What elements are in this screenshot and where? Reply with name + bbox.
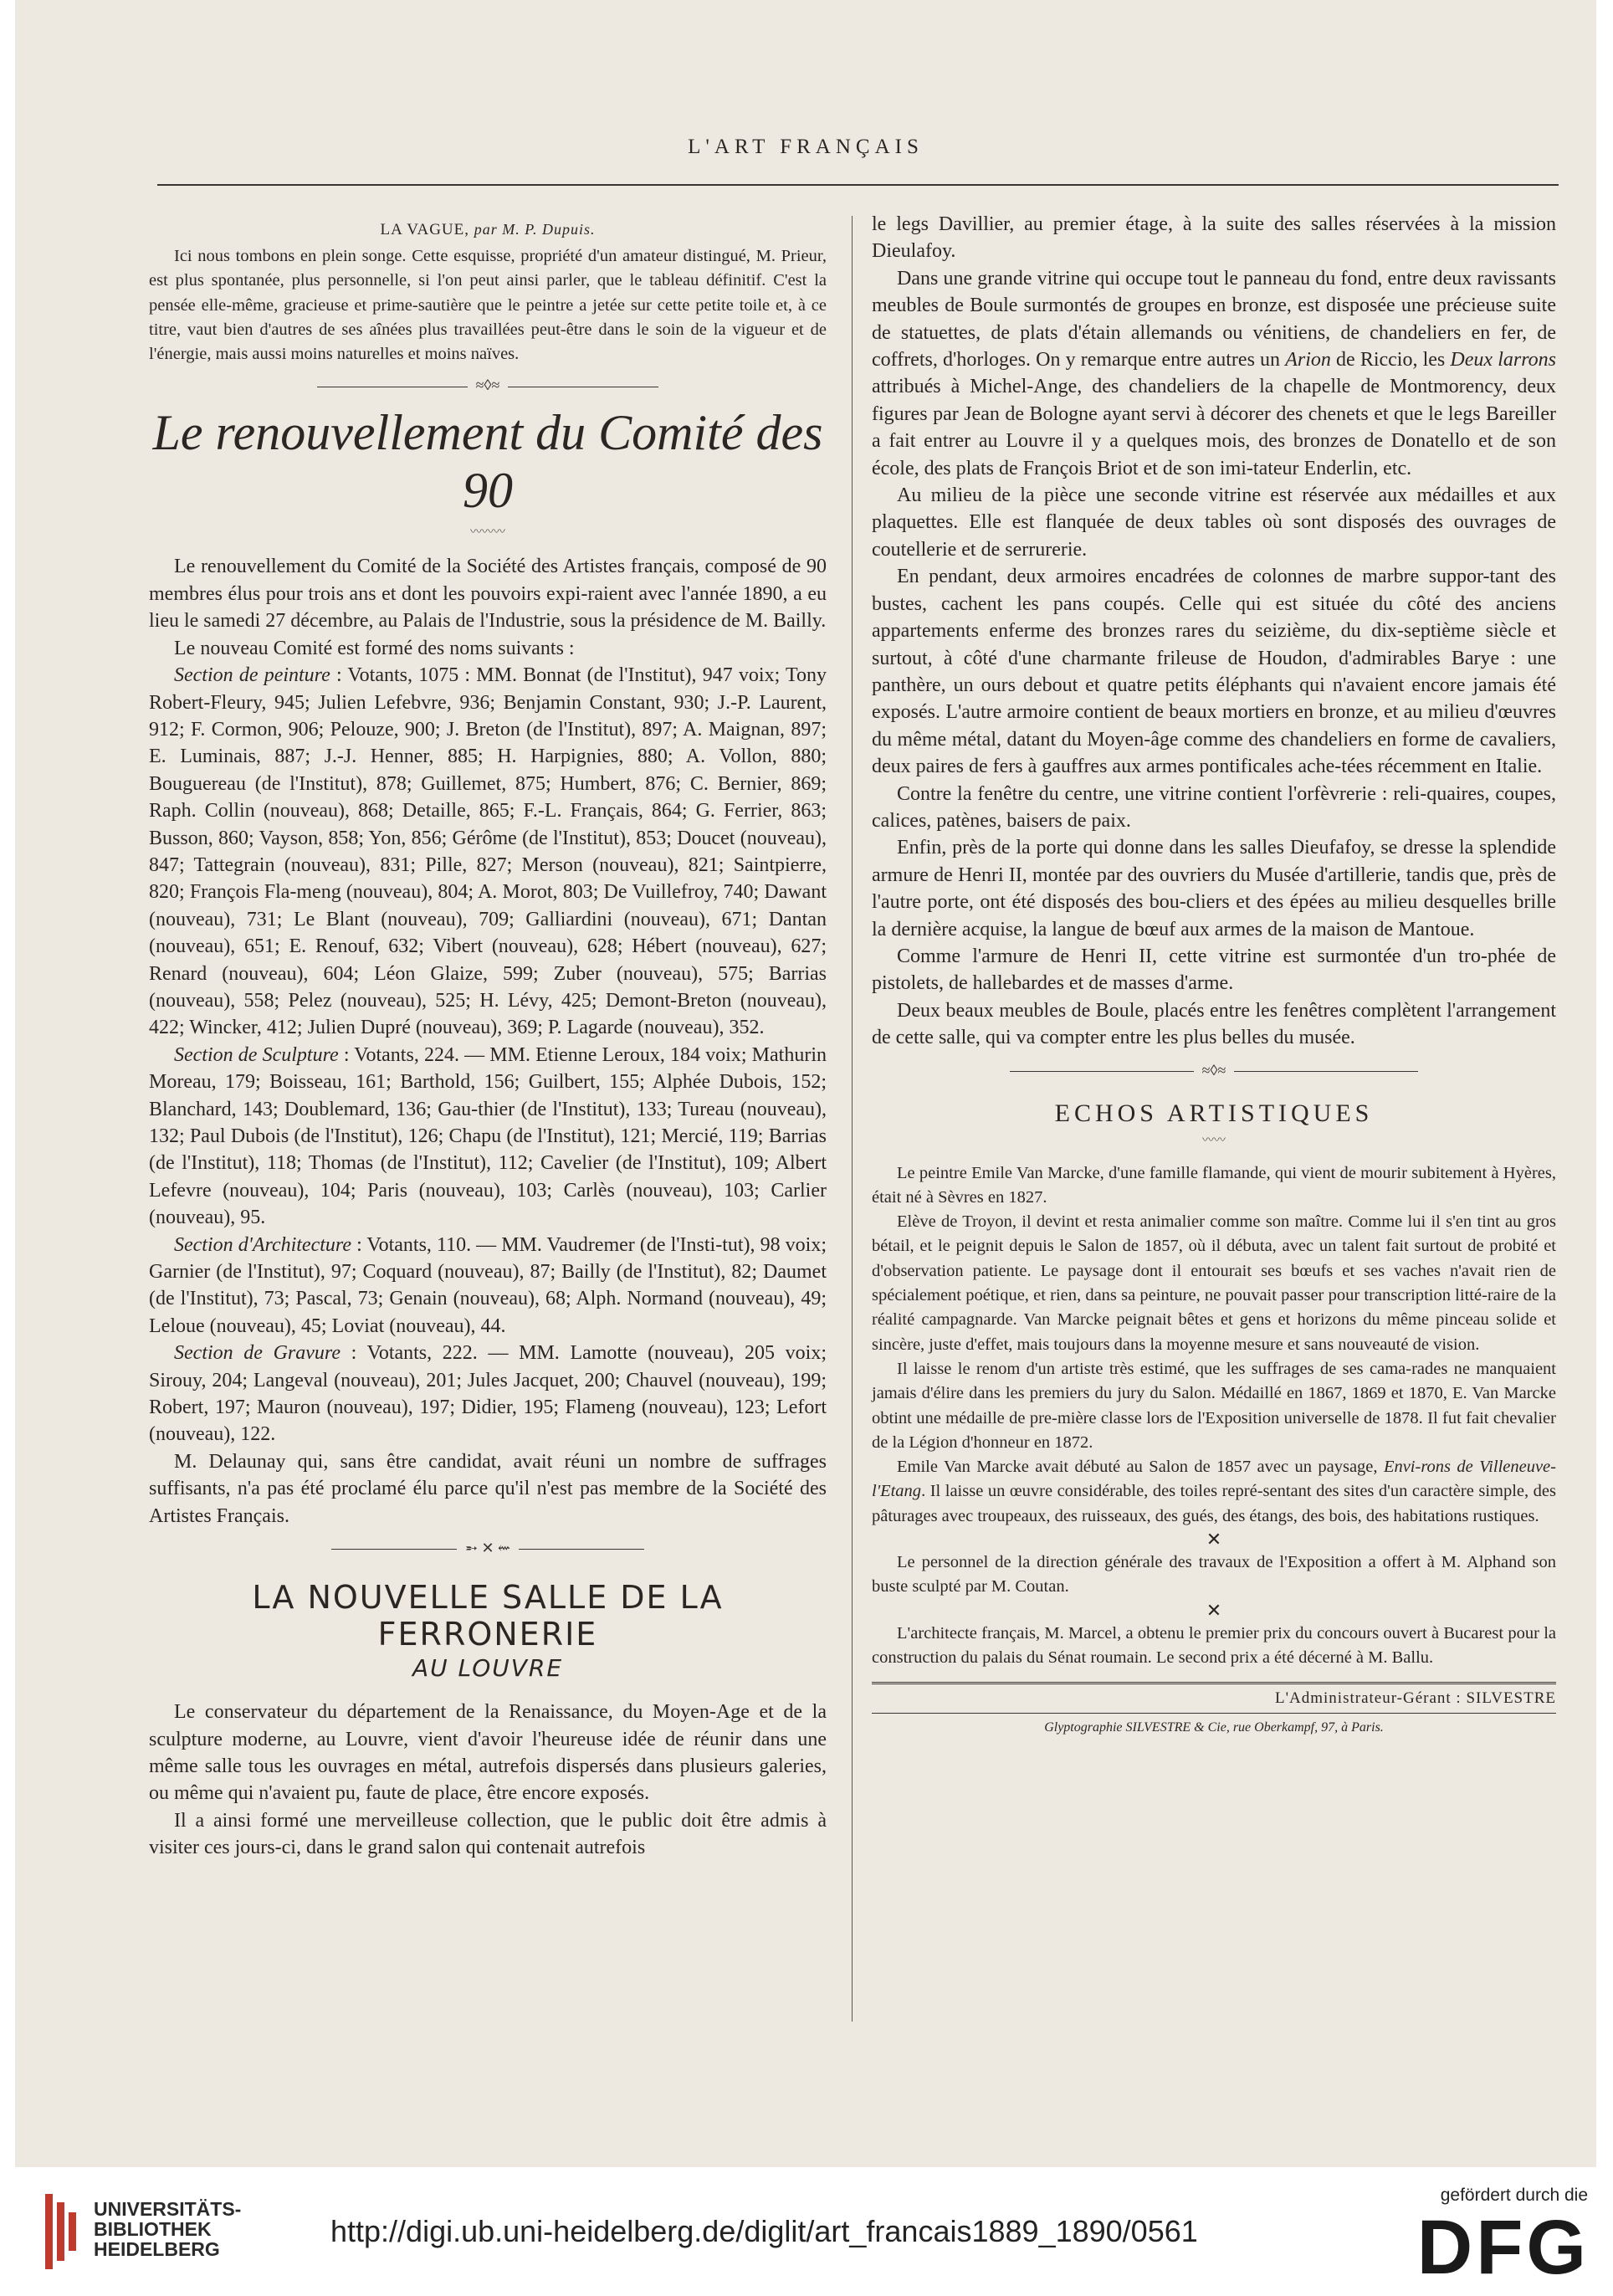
- text-run: de Riccio, les: [1330, 349, 1451, 372]
- ferronerie-paragraph-8: Comme l'armure de Henri II, cette vitrine est surmontée d'un tro-phée de pistolets, de hallebardes et de masses d'arme.: [872, 945, 1556, 995]
- caption-author: par M. P. Dupuis.: [474, 221, 596, 238]
- article-title-ferronerie: LA NOUVELLE SALLE DE LA FERRONERIE: [252, 1579, 724, 1653]
- running-head: L'ART FRANÇAIS: [688, 136, 924, 158]
- section-architecture: [149, 1232, 827, 1340]
- artwork-title: Arion: [1285, 349, 1331, 372]
- dfg-logo: DFG: [1416, 2205, 1590, 2290]
- printer-imprint: Glyptographie SILVESTRE & Cie, rue Oberkampf, 97, à Paris.: [1044, 1720, 1384, 1735]
- echos-paragraph-3: Il laisse le renom d'un artiste très estimé, que les suffrages de ses cama-rades ne manquaient jamais d'élire dans les premiers du jury du Salon. Médaillé en 1867, 1869 et 1870, E. Van Marcke obtint une médaille de pre-mière classe lors de l'Exposition universelle de 1878. Il fut fait chevalier de la Légion d'honneur en 1872.: [872, 1359, 1556, 1452]
- ornament-divider: ≈◊≈: [149, 377, 827, 394]
- section-text: : Votants, 224. — MM. Etienne Leroux, 184 voix; Mathurin Moreau, 179; Boisseau, 161; Barthold, 156; Guilbert, 155; Alphée Dubois, 152; Blanchard, 143; Doublemard, 136; Gau-thier (de l'Institut), 133; Tureau (nouveau), 132; Paul Dubois (de l'Institut), 126; Chapu (de l'Institut), 121; Mercié, 119; Barrias (de l'Institut), 118; Thomas (de l'Institut), 112; Cavelier (de l'Institut), 109; Albert Lefevre (nouveau), 104; Paris (nouveau), 103; Carlès (nouveau), 103; Carlier (nouveau), 95.: [149, 1043, 827, 1229]
- ferronerie-continued: le legs Davillier, au premier étage, à la suite des salles réservées à la mission Dieulafoy.: [872, 213, 1556, 263]
- section-label: Section de peinture: [174, 664, 330, 687]
- caption-title: LA VAGUE,: [380, 221, 470, 238]
- section-sculpture: [149, 1042, 827, 1232]
- echos-paragraph-6: L'architecte français, M. Marcel, a obtenu le premier prix du concours ouvert à Bucarest pour la construction du palais du Sénat roumain. Le second prix a été décerné à M. Ballu.: [872, 1623, 1556, 1667]
- library-name-line: UNIVERSITÄTS-: [94, 2198, 242, 2220]
- left-column: [149, 211, 827, 1862]
- ornament-divider: ➵ ✕ ⇜: [149, 1540, 827, 1557]
- article-subtitle: AU LOUVRE: [412, 1654, 564, 1683]
- title-squiggle: 〰〰〰: [470, 526, 505, 540]
- header-rule: [157, 184, 1559, 186]
- administrator-line: L'Administrateur-Gérant : SILVESTRE: [872, 1682, 1556, 1714]
- university-library-logo-icon: [44, 2194, 79, 2269]
- digital-copy-url[interactable]: http://digi.ub.uni-heidelberg.de/diglit/art_francais1889_1890/0561: [330, 2214, 1198, 2248]
- echos-artistiques-title: ECHOS ARTISTIQUES: [1054, 1099, 1374, 1127]
- section-label: Section d'Architecture: [174, 1233, 352, 1256]
- intro-paragraph: Ici nous tombons en plein songe. Cette esquisse, propriété d'un amateur distingué, M. Prieur, est plus spontanée, plus personnelle, si l'on peut ainsi parler, que le tableau définitif. C'est la pensée elle-même, gracieuse et prime-sautière que le peintre a jetée sur cette petite toile et, à ce titre, vaut bien d'autres de ses aînées plus travaillées peut-être dans le soin de la vigueur et de l'énergie, mais aussi moins naturelles et moins naïves.: [149, 247, 827, 364]
- echos-paragraph-5: Le personnel de la direction générale des travaux de l'Exposition a offert à M. Alphand son buste sculpté par M. Coutan.: [872, 1553, 1556, 1596]
- section-peinture: [149, 662, 827, 1042]
- text-run: . Il laisse un œuvre considérable, des toiles repré-sentant des sites d'un caractère simple, des pâturages avec troupeaux, des ruisseaux, des gués, des étangs, des bois, des habitations rustiques.: [872, 1482, 1556, 1525]
- artwork-title: Deux larrons: [1450, 349, 1556, 372]
- comite-paragraph-2: Le nouveau Comité est formé des noms suivants :: [174, 637, 575, 659]
- digitization-footer: [0, 2167, 1613, 2296]
- ferronerie-paragraph-4: Au milieu de la pièce une seconde vitrine est réservée aux médailles et aux plaquettes. Elle est flanquée de deux tables où sont disposés des ouvrages de coutellerie et de serrurerie.: [872, 484, 1556, 561]
- ferronerie-paragraph-2: Il a ainsi formé une merveilleuse collection, que le public doit être admis à visiter ces jours-ci, dans le grand salon qui contenait autrefois: [149, 1809, 827, 1859]
- scanned-page: [15, 0, 1596, 2167]
- library-name: [94, 2199, 241, 2259]
- column-divider: [852, 216, 853, 2022]
- cross-separator: ✕: [1206, 1529, 1222, 1550]
- article-title-comite: Le renouvellement du Comité des 90: [152, 405, 823, 519]
- section-label: Section de Gravure: [174, 1342, 341, 1365]
- ferronerie-paragraph-7: Enfin, près de la porte qui donne dans les salles Dieufafoy, se dresse la splendide armure de Henri II, montée par des ouvriers du Musée d'artillerie, tandis que, près de l'autre porte, ont été disposés des bou-cliers et des épées au milieu desquelles brille la dernière acquise, la langue de bœuf aux armes de la maison de Mantoue.: [872, 837, 1556, 940]
- section-label: Section de Sculpture: [174, 1043, 339, 1066]
- section-text: : Votants, 1075 : MM. Bonnat (de l'Institut), 947 voix; Tony Robert-Fleury, 945; Julien Lefebvre, 936; Benjamin Constant, 930; J.-P. Laurent, 912; F. Cormon, 906; Pelouze, 900; J. Breton (de l'Institut), 897; A. Maignan, 897; E. Luminais, 887; J.-J. Henner, 885; H. Harpignies, 880; A. Vollon, 880; Bouguereau (de l'Institut), 878; Guillemet, 875; Humbert, 876; C. Bernier, 869; Raph. Collin (nouveau), 868; Detaille, 865; F.-L. Français, 864; G. Ferrier, 863; Busson, 860; Vayson, 858; Yon, 856; Gérôme (de l'Institut), 853; Doucet (nouveau), 847; Tattegrain (nouveau), 831; Pille, 827; Merson (nouveau), 821; Saintpierre, 820; François Fla-meng (nouveau), 804; A. Morot, 803; De Vuillefroy, 740; Dawant (nouveau), 731; Le Blant (nouveau), 709; Galliardini (nouveau), 671; Dantan (nouveau), 651; E. Renouf, 632; Vibert (nouveau), 628; Hébert (nouveau), 627; Renard (nouveau), 604; Léon Glaize, 599; Zuber (nouveau), 575; Barrias (nouveau), 558; Pelez (nouveau), 525; H. Lévy, 425; Demont-Breton (nouveau), 422; Wincker, 412; Julien Dupré (nouveau), 369; P. Lagarde (nouveau), 352.: [149, 664, 827, 1039]
- ferronerie-paragraph-3: [872, 265, 1556, 482]
- section-text: : Votants, 222. — MM. Lamotte (nouveau), 205 voix; Sirouy, 204; Langeval (nouveau), 201; Jules Jacquet, 200; Chauvel (nouveau), 199; Robert, 197; Mauron (nouveau), 197; Didier, 195; Flameng (nouveau), 123; Lefort (nouveau), 122.: [149, 1342, 827, 1446]
- echos-paragraph-1: Le peintre Emile Van Marcke, d'une famille flamande, qui vient de mourir subitement à Hyères, était né à Sèvres en 1827.: [872, 1163, 1556, 1207]
- text-run: Dans une grande vitrine qui occupe tout le panneau du fond, entre deux ravissants meubles de Boule surmontés de groupes en bronze, est disposée une précieuse suite de statuettes, de plats d'étain allemands ou vénitiens, de chandeliers en fer, de coffrets, d'horloges. On y remarque entre autres un: [872, 267, 1556, 372]
- funding-text: gefördert durch die: [1440, 2186, 1588, 2205]
- delaunay-paragraph: M. Delaunay qui, sans être candidat, avait réuni un nombre de suffrages suffisants, n'a pas été proclamé élu parce qu'il n'est pas membre de la Société des Artistes Français.: [149, 1450, 827, 1527]
- cross-separator: ✕: [1206, 1599, 1222, 1621]
- section-text: : Votants, 110. — MM. Vaudremer (de l'Insti-tut), 98 voix; Garnier (de l'Institut), 97; Coquard (nouveau), 87; Bailly (de l'Institut), 82; Daumet (de l'Institut), 73; Pascal, 73; Genain (nouveau), 68; Alph. Normand (nouveau), 49; Leloue (nouveau), 45; Loviat (nouveau), 44.: [149, 1233, 827, 1337]
- section-gravure: [149, 1340, 827, 1448]
- text-run: attribués à Michel-Ange, des chandeliers de la chapelle de Montmorency, deux figures par Jean de Bologne ayant servi à décorer des chenets et que le legs Bareiller a fait entrer au Louvre il y a quelques mois, des bronzes de Donatello et de son école, des plats de François Briot et de son imi-tateur Enderlin, etc.: [872, 376, 1556, 479]
- image-caption: [149, 221, 827, 239]
- ferronerie-paragraph-9: Deux beaux meubles de Boule, placés entre les fenêtres complètent l'arrangement de cette salle, qui va compter entre les plus belles du musée.: [872, 999, 1556, 1049]
- ferronerie-paragraph-5: En pendant, deux armoires encadrées de colonnes de marbre suppor-tant des bustes, cachent les pans coupés. Celle qui est située du côté des anciens appartements enferme des bronzes rares du seizième, du dix-septième siècle et surtout, à côté d'une charmante frileuse de Houdon, d'admirables Barye : une panthère, un ours debout et quatre petits éléphants qui n'avaient encore jamais été exposés. L'autre armoire contient de beaux mortiers en bronze, et au milieu d'œuvres du même métal, datant du Moyen-âge comme des chandeliers en forme de cavaliers, deux paires de fers à gauffres aux armes pontificales ache-tées récemment en Italie.: [872, 566, 1556, 778]
- right-column: [872, 211, 1556, 1735]
- comite-paragraph-1: Le renouvellement du Comité de la Société des Artistes français, composé de 90 membres élus pour trois ans et dont les pouvoirs expi-raient avec l'année 1890, a eu lieu le samedi 27 décembre, au Palais de l'Industrie, sous la présidence de M. Bailly.: [149, 556, 827, 633]
- echos-paragraph-4: [872, 1455, 1556, 1529]
- ferronerie-paragraph-6: Contre la fenêtre du centre, une vitrine contient l'orfèvrerie : reli-quaires, coupes, calices, patènes, baisers de paix.: [872, 782, 1556, 832]
- artwork-title: Envi-rons de Villeneuve-l'Etang: [872, 1458, 1556, 1501]
- title-squiggle: 〰〰: [1202, 1134, 1226, 1147]
- ferronerie-paragraph-1: Le conservateur du département de la Renaissance, du Moyen-Age et de la sculpture moderne, au Louvre, vient d'avoir l'heureuse idée de réunir dans une même salle tous les ouvrages en métal, autrefois dispersés dans plusieurs galeries, ou même qui n'avaient pu, faute de place, être encore exposés.: [149, 1701, 827, 1805]
- ornament-divider: ≈◊≈: [872, 1062, 1556, 1079]
- library-name-line: BIBLIOTHEK: [94, 2218, 212, 2240]
- text-run: Emile Van Marcke avait débuté au Salon de 1857 avec un paysage,: [897, 1458, 1384, 1477]
- echos-paragraph-2: Elève de Troyon, il devint et resta animalier comme son maître. Comme lui il s'en tint au gros bétail, et le peignit depuis le Salon de 1857, où il débuta, avec un talent fait surtout de probité et d'observation patiente. Le paysage dont il entourait ses bœufs et ses vaches n'avait rien de spécialement poétique, et rien, dans sa peinture, ne pouvait passer pour transcription litté-raire de la réalité campagnarde. Van Marcke peignait bêtes et gens et horizons du même pinceau solide et sincère, juste d'effet, mais toujours dans la moyenne mesure et sans nouveauté de vision.: [872, 1212, 1556, 1354]
- library-name-line: HEIDELBERG: [94, 2238, 220, 2260]
